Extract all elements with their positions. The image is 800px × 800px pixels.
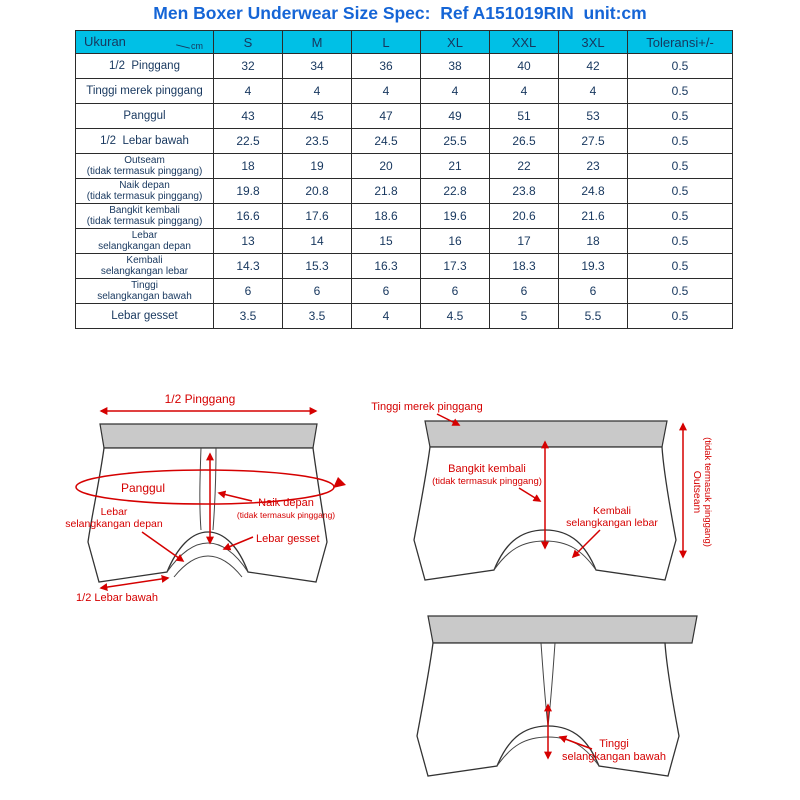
half-pinggang-label: 1/2 Pinggang <box>164 392 236 406</box>
size-value: 0.5 <box>628 204 733 229</box>
size-value: 20.6 <box>490 204 559 229</box>
naik-depan-label: Naik depan <box>258 497 314 509</box>
ukuran-unit-cm: cm <box>176 41 203 51</box>
row-label <box>76 279 214 304</box>
size-value: 27.5 <box>559 129 628 154</box>
panggul-label: Panggul <box>120 481 166 495</box>
size-value: 43 <box>214 104 283 129</box>
size-value: 0.5 <box>628 104 733 129</box>
bottom-view-diagram <box>417 616 697 776</box>
table-row <box>76 204 733 229</box>
naik-depan-sublabel: (tidak termasuk pinggang) <box>236 510 336 520</box>
size-value: 20 <box>352 154 421 179</box>
size-value: 14.3 <box>214 254 283 279</box>
row-label <box>76 79 214 104</box>
size-value: 51 <box>490 104 559 129</box>
row-label-line: Lebar gesset <box>111 309 178 322</box>
row-label-line: Bangkit kembali <box>109 205 180 216</box>
header-tolerance: Toleransi+/- <box>628 31 733 54</box>
size-value: 24.5 <box>352 129 421 154</box>
size-value: 4 <box>421 79 490 104</box>
size-table <box>75 30 733 329</box>
size-value: 23 <box>559 154 628 179</box>
measurement-diagrams <box>0 380 800 800</box>
row-label-line: Lebar <box>131 230 158 241</box>
size-value: 17.3 <box>421 254 490 279</box>
back-view-diagram <box>371 401 713 580</box>
row-label-line: (tidak termasuk pinggang) <box>86 191 203 202</box>
size-value: 6 <box>214 279 283 304</box>
size-value: 4.5 <box>421 304 490 329</box>
tinggi-merek-pinggang-label: Tinggi merek pinggang <box>371 401 483 413</box>
bangkit-kembali-sublabel: (tidak termasuk pinggang) <box>432 476 542 487</box>
table-row <box>76 104 733 129</box>
size-value: 16 <box>421 229 490 254</box>
size-value: 15 <box>352 229 421 254</box>
size-value: 45 <box>283 104 352 129</box>
ukuran-label: Ukuran <box>84 34 126 49</box>
size-value: 24.8 <box>559 179 628 204</box>
size-value: 5 <box>490 304 559 329</box>
kembali-selangkangan-lebar-sublabel: selangkangan lebar <box>566 517 658 529</box>
bangkit-kembali-label: Bangkit kembali <box>448 463 526 475</box>
back-waistband <box>425 421 667 447</box>
size-value: 22.5 <box>214 129 283 154</box>
size-value: 4 <box>214 79 283 104</box>
table-row <box>76 79 733 104</box>
half-lebar-bawah-label: 1/2 Lebar bawah <box>76 592 158 604</box>
table-row <box>76 129 733 154</box>
size-value: 26.5 <box>490 129 559 154</box>
size-value: 19 <box>283 154 352 179</box>
size-value: 6 <box>559 279 628 304</box>
header-size-3xl: 3XL <box>559 31 628 54</box>
row-label <box>76 254 214 279</box>
size-value: 6 <box>490 279 559 304</box>
page-title: Men Boxer Underwear Size Spec: Ref A151019RIN unit:cm <box>153 3 647 23</box>
size-value: 18 <box>214 154 283 179</box>
size-value: 18 <box>559 229 628 254</box>
lebar-selangkangan-depan-label: Lebar <box>100 506 128 518</box>
size-value: 4 <box>283 79 352 104</box>
size-value: 3.5 <box>283 304 352 329</box>
size-value: 22 <box>490 154 559 179</box>
size-value: 18.3 <box>490 254 559 279</box>
size-table-body <box>76 54 733 329</box>
header-size-xl: XL <box>421 31 490 54</box>
row-label-line: 1/2 Lebar bawah <box>100 134 189 147</box>
row-label-line: selangkangan lebar <box>100 266 189 277</box>
table-row <box>76 54 733 79</box>
size-value: 6 <box>352 279 421 304</box>
size-value: 6 <box>283 279 352 304</box>
size-value: 17 <box>490 229 559 254</box>
outseam-label: Outseam <box>691 470 703 514</box>
size-value: 42 <box>559 54 628 79</box>
front-gusset-seam-2 <box>174 556 242 577</box>
size-value: 0.5 <box>628 154 733 179</box>
row-label <box>76 154 214 179</box>
row-label <box>76 104 214 129</box>
lebar-gesset-label: Lebar gesset <box>256 533 320 545</box>
size-value: 21 <box>421 154 490 179</box>
row-label-line: 1/2 Pinggang <box>109 59 180 72</box>
row-label <box>76 179 214 204</box>
tinggi-selangkangan-bawah-label: Tinggi <box>599 738 629 750</box>
row-label-line: Outseam <box>124 155 165 166</box>
row-label-line: Tinggi merek pinggang <box>86 84 203 97</box>
size-value: 19.3 <box>559 254 628 279</box>
row-label-line: (tidak termasuk pinggang) <box>86 166 203 177</box>
size-value: 40 <box>490 54 559 79</box>
kembali-selangkangan-lebar-label: Kembali <box>593 505 631 517</box>
size-value: 20.8 <box>283 179 352 204</box>
row-label-line: Naik depan <box>119 180 170 191</box>
bottom-waistband <box>428 616 697 643</box>
row-label <box>76 304 214 329</box>
size-value: 0.5 <box>628 54 733 79</box>
size-value: 47 <box>352 104 421 129</box>
table-row <box>76 179 733 204</box>
table-row <box>76 304 733 329</box>
size-value: 14 <box>283 229 352 254</box>
row-label <box>76 229 214 254</box>
size-value: 18.6 <box>352 204 421 229</box>
size-value: 0.5 <box>628 279 733 304</box>
size-value: 49 <box>421 104 490 129</box>
table-row <box>76 279 733 304</box>
size-value: 36 <box>352 54 421 79</box>
size-value: 21.6 <box>559 204 628 229</box>
lebar-selangkangan-depan-sublabel: selangkangan depan <box>65 518 163 530</box>
row-label-line: selangkangan depan <box>98 241 191 252</box>
size-value: 15.3 <box>283 254 352 279</box>
row-label <box>76 204 214 229</box>
size-value: 13 <box>214 229 283 254</box>
header-size-m: M <box>283 31 352 54</box>
size-value: 0.5 <box>628 229 733 254</box>
size-value: 4 <box>352 304 421 329</box>
header-size-l: L <box>352 31 421 54</box>
size-value: 22.8 <box>421 179 490 204</box>
size-value: 16.6 <box>214 204 283 229</box>
size-value: 0.5 <box>628 304 733 329</box>
size-value: 4 <box>559 79 628 104</box>
row-label-line: (tidak termasuk pinggang) <box>86 216 203 227</box>
size-value: 0.5 <box>628 129 733 154</box>
size-value: 4 <box>490 79 559 104</box>
table-header-row <box>76 31 733 54</box>
row-label <box>76 54 214 79</box>
size-value: 53 <box>559 104 628 129</box>
size-value: 19.8 <box>214 179 283 204</box>
header-size-s: S <box>214 31 283 54</box>
row-label-line: Tinggi <box>131 280 158 291</box>
size-value: 23.5 <box>283 129 352 154</box>
panggul-arrowhead <box>333 477 346 488</box>
table-row <box>76 229 733 254</box>
size-value: 23.8 <box>490 179 559 204</box>
size-value: 0.5 <box>628 179 733 204</box>
size-value: 0.5 <box>628 254 733 279</box>
size-value: 0.5 <box>628 79 733 104</box>
outseam-sublabel: (tidak termasuk pinggang) <box>702 437 713 547</box>
front-view-diagram <box>65 392 346 604</box>
size-value: 3.5 <box>214 304 283 329</box>
size-value: 6 <box>421 279 490 304</box>
header-ukuran <box>76 31 214 54</box>
tinggi-selangkangan-bawah-sublabel: selangkangan bawah <box>562 751 666 763</box>
size-value: 32 <box>214 54 283 79</box>
size-value: 38 <box>421 54 490 79</box>
table-row <box>76 254 733 279</box>
size-value: 4 <box>352 79 421 104</box>
size-value: 5.5 <box>559 304 628 329</box>
row-label-line: Kembali <box>126 255 163 266</box>
front-waistband <box>100 424 317 448</box>
size-value: 25.5 <box>421 129 490 154</box>
size-value: 19.6 <box>421 204 490 229</box>
row-label <box>76 129 214 154</box>
row-label-line: Panggul <box>123 109 166 122</box>
size-value: 34 <box>283 54 352 79</box>
table-row <box>76 154 733 179</box>
size-value: 21.8 <box>352 179 421 204</box>
size-value: 16.3 <box>352 254 421 279</box>
header-size-xxl: XXL <box>490 31 559 54</box>
row-label-line: selangkangan bawah <box>97 291 192 302</box>
size-value: 17.6 <box>283 204 352 229</box>
